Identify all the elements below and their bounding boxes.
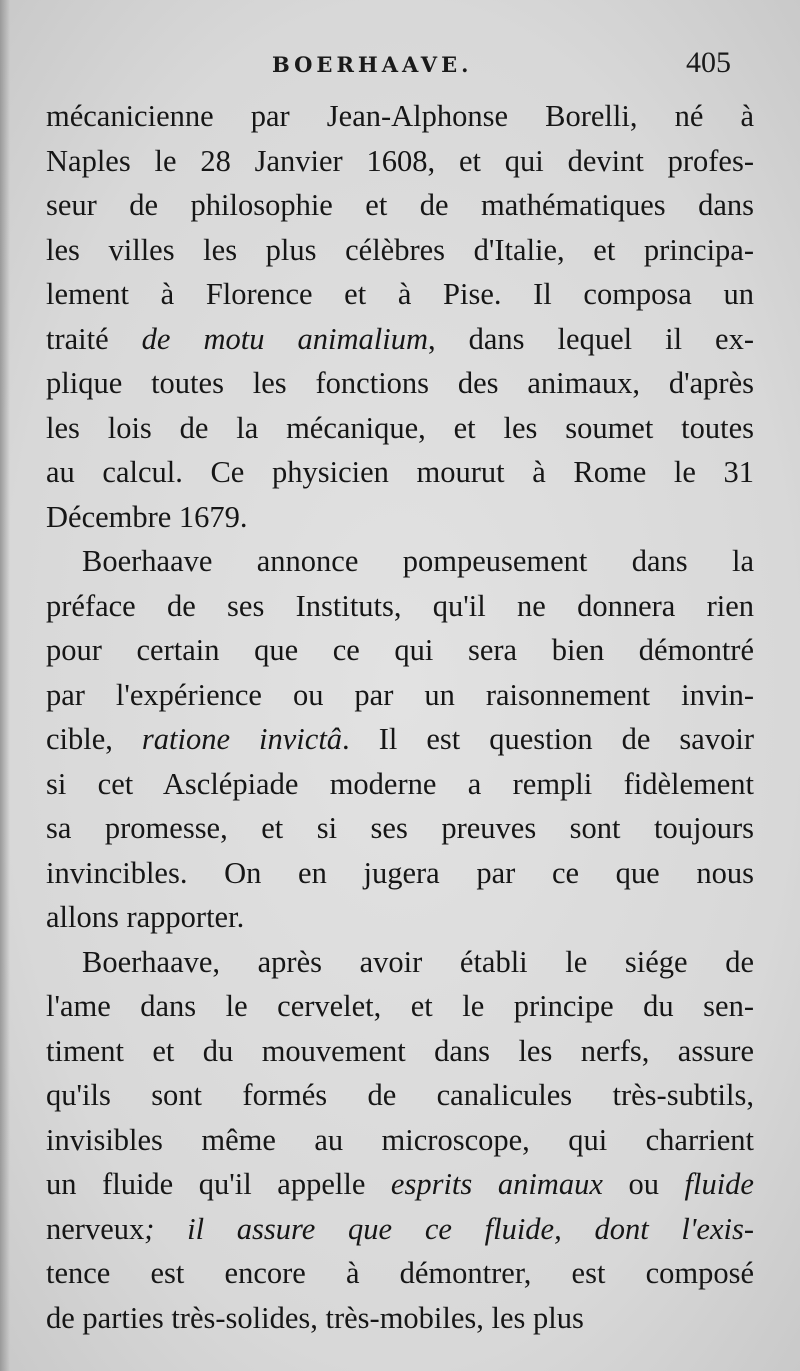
text-line: Décembre 1679. [46, 499, 248, 534]
italic-phrase: ; il assure que ce fluide, dont l'exis- [144, 1211, 754, 1246]
text-line: au calcul. Ce physicien mourut à Rome le 31 [46, 455, 754, 489]
text-line: pour certain que ce qui sera bien démontré [46, 633, 754, 667]
text-line: les villes les plus célèbres d'Italie, et principa- [46, 232, 754, 267]
page-number: 405 [686, 46, 731, 79]
text-line: les lois de la mécanique, et les soumet toutes [46, 410, 754, 445]
paragraph [46, 539, 754, 940]
text-line: Boerhaave, après avoir établi le siége de [82, 944, 754, 979]
paragraph [46, 940, 754, 1341]
text-line: tence est encore à démontrer, est composé [46, 1256, 754, 1290]
body-text [46, 94, 754, 1340]
text-line: invisibles même au microscope, qui charrient [46, 1122, 754, 1157]
text-line: mécanicienne par Jean-Alphonse Borelli, né à [46, 99, 754, 133]
text-line: un fluide qu'il appelle esprits animaux ou fluide [46, 1167, 754, 1201]
text-line: par l'expérience ou par un raisonnement invin- [46, 677, 754, 712]
text-line: plique toutes les fonctions des animaux, d'après [46, 366, 754, 400]
text-line: invincibles. On en jugera par ce que nous [46, 855, 754, 890]
text-line: seur de philosophie et de mathématiques dans [46, 188, 754, 222]
italic-phrase: fluide [684, 1167, 754, 1201]
text-line: qu'ils sont formés de canalicules très-subtils, [46, 1078, 754, 1112]
text-line: traité de motu animalium, dans lequel il ex- [46, 321, 755, 356]
text-line: si cet Asclépiade moderne a rempli fidèlement [46, 766, 754, 801]
italic-phrase: de motu animalium [141, 321, 428, 356]
text-line: Naples le 28 Janvier 1608, et qui devint profes- [46, 143, 754, 178]
text-line: timent et du mouvement dans les nerfs, assure [46, 1033, 754, 1068]
text-line: l'ame dans le cervelet, et le principe du sen- [46, 989, 754, 1023]
italic-phrase: esprits animaux [390, 1167, 603, 1201]
italic-phrase: ratione invictâ [141, 722, 343, 756]
text-line: lement à Florence et à Pise. Il composa un [46, 277, 754, 311]
text-line: de parties très-solides, très-mobiles, les plus [46, 1300, 584, 1335]
text-line: Boerhaave annonce pompeusement dans la [82, 544, 754, 578]
paragraph [46, 94, 754, 539]
running-title: BOERHAAVE. [272, 52, 473, 77]
text-line: nerveux; il assure que ce fluide, dont l'exis- [46, 1211, 754, 1246]
running-head [0, 44, 800, 84]
text-line: allons rapporter. [46, 900, 245, 934]
text-line: cible, ratione invictâ. Il est question de savoir [46, 722, 754, 756]
text-line: sa promesse, et si ses preuves sont toujours [46, 811, 754, 845]
text-line: préface de ses Instituts, qu'il ne donnera rien [46, 588, 754, 623]
